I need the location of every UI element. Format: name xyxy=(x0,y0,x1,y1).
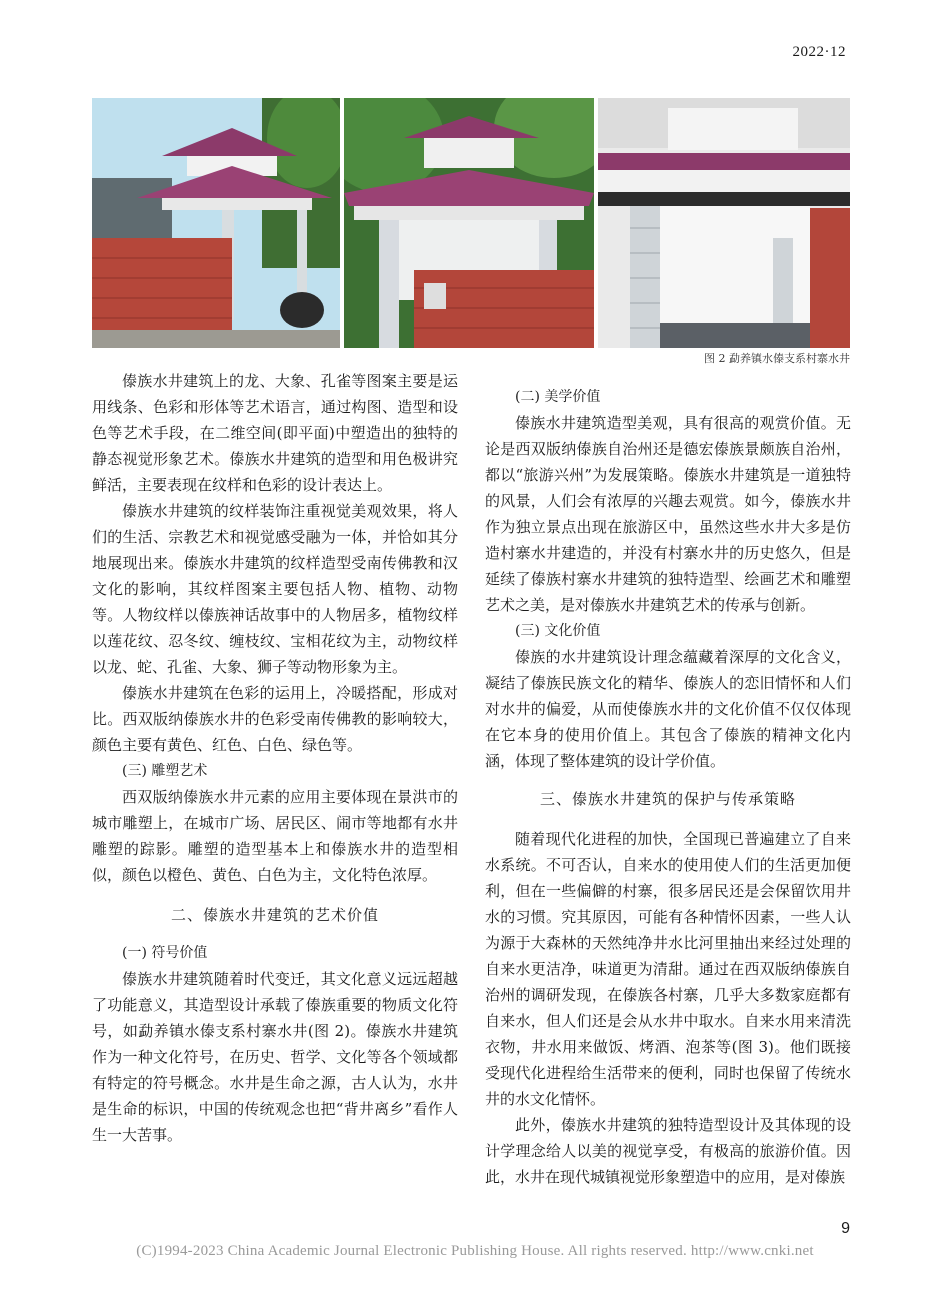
left-paragraph-3: 傣族水井建筑在色彩的运用上，冷暖搭配，形成对比。西双版纳傣族水井的色彩受南传佛教的影响较大，颜色主要有黄色、红色、白色、绿色等。 xyxy=(92,684,458,754)
right-paragraph-4: 此外，傣族水井建筑的独特造型设计及其体现的设计学理念给人以美的视觉享受，有极高的旅游价值。因此，水井在现代城镇视觉形象塑造中的应用，是对傣族 xyxy=(485,1116,851,1186)
right-paragraph-3: 随着现代化进程的加快，全国现已普遍建立了自来水系统。不可否认，自来水的使用使人们的生活更加便利，但在一些偏僻的村寨，很多居民还是会保留饮用井水的习惯。究其原因，可能有各种情怀因素，一些人认为源于大森林的天然纯净井水比河里抽出来经过处理的自来水更洁净，味道更为清甜。通过在西双版纳傣族自治州的调研发现，在傣族各村寨，几乎大多数家庭都有自来水，但人们还是会从水井中取水。自来水用来清洗衣物，井水用来做饭、烤酒、泡茶等(图 3)。他们既接受现代化进程给生活带来的便利，同时也保留了传统水井的水文化情怀。 xyxy=(485,830,851,1108)
left-paragraph-1: 傣族水井建筑上的龙、大象、孔雀等图案主要是运用线条、色彩和形体等艺术语言，通过构图、造型和设色等艺术手段，在二维空间(即平面)中塑造出的独特的静态视觉形象艺术。傣族水井建筑的造型和用色极讲究鲜活，主要表现在纹样和色彩的设计表达上。 xyxy=(92,372,458,494)
figure-caption: 图 2 勐养镇水傣支系村寨水井 xyxy=(704,352,850,365)
subheading-symbol-value: (一) 符号价值 xyxy=(122,945,208,961)
section-2-heading: 二、傣族水井建筑的艺术价值 xyxy=(170,906,379,924)
well-photo-2 xyxy=(344,98,594,348)
issue-date: 2022·12 xyxy=(792,44,846,60)
well-photo-3 xyxy=(598,98,850,348)
page-number: 9 xyxy=(841,1220,850,1237)
right-paragraph-2: 傣族的水井建筑设计理念蕴藏着深厚的文化含义，凝结了傣族民族文化的精华、傣族人的恋旧情怀和人们对水井的偏爱，从而使傣族水井的文化价值不仅仅体现在它本身的使用价值上。其包含了傣族的精神文化内涵，体现了整体建筑的设计学价值。 xyxy=(485,648,851,770)
right-column xyxy=(485,380,851,1190)
well-photo-1 xyxy=(92,98,340,348)
left-paragraph-4: 西双版纳傣族水井元素的应用主要体现在景洪市的城市雕塑上，在城市广场、居民区、闹市等地都有水井雕塑的踪影。雕塑的造型基本上和傣族水井的造型相似，颜色以橙色、黄色、白色为主，文化特色浓厚。 xyxy=(92,788,458,884)
subheading-cultural-value: (三) 文化价值 xyxy=(515,623,601,639)
copyright-footer: (C)1994-2023 China Academic Journal Electronic Publishing House. All rights reserved. http://www.cnki.net xyxy=(136,1243,814,1259)
section-3-heading: 三、傣族水井建筑的保护与传承策略 xyxy=(539,790,796,808)
left-column xyxy=(92,372,458,1148)
left-paragraph-5: 傣族水井建筑随着时代变迁，其文化意义远远超越了功能意义，其造型设计承载了傣族重要的物质文化符号，如勐养镇水傣支系村寨水井(图 2)。傣族水井建筑作为一种文化符号，在历史、哲学、文化等各个领域都有特定的符号概念。水井是生命之源，古人认为，水井是生命的标识，中国的传统观念也把“背井离乡”看作人生一大苦事。 xyxy=(92,970,458,1144)
subheading-aesthetic-value: (二) 美学价值 xyxy=(515,389,601,405)
subheading-sculpture: (三) 雕塑艺术 xyxy=(122,763,208,779)
figure-2 xyxy=(92,98,850,348)
left-paragraph-2: 傣族水井建筑的纹样装饰注重视觉美观效果，将人们的生活、宗教艺术和视觉感受融为一体，并恰如其分地展现出来。傣族水井建筑的纹样造型受南传佛教和汉文化的影响，其纹样图案主要包括人物、植物、动物等。人物纹样以傣族神话故事中的人物居多，植物纹样以莲花纹、忍冬纹、缠枝纹、宝相花纹为主，动物纹样以龙、蛇、孔雀、大象、狮子等动物形象为主。 xyxy=(92,502,458,676)
right-paragraph-1: 傣族水井建筑造型美观，具有很高的观赏价值。无论是西双版纳傣族自治州还是德宏傣族景颇族自治州，都以“旅游兴州”为发展策略。傣族水井建筑是一道独特的风景，人们会有浓厚的兴趣去观赏。如今，傣族水井作为独立景点出现在旅游区中，虽然这些水井大多是仿造村寨水井建造的，并没有村寨水井的历史悠久，但是延续了傣族村寨水井建筑的独特造型、绘画艺术和雕塑艺术之美，是对傣族水井建筑艺术的传承与创新。 xyxy=(485,414,851,614)
